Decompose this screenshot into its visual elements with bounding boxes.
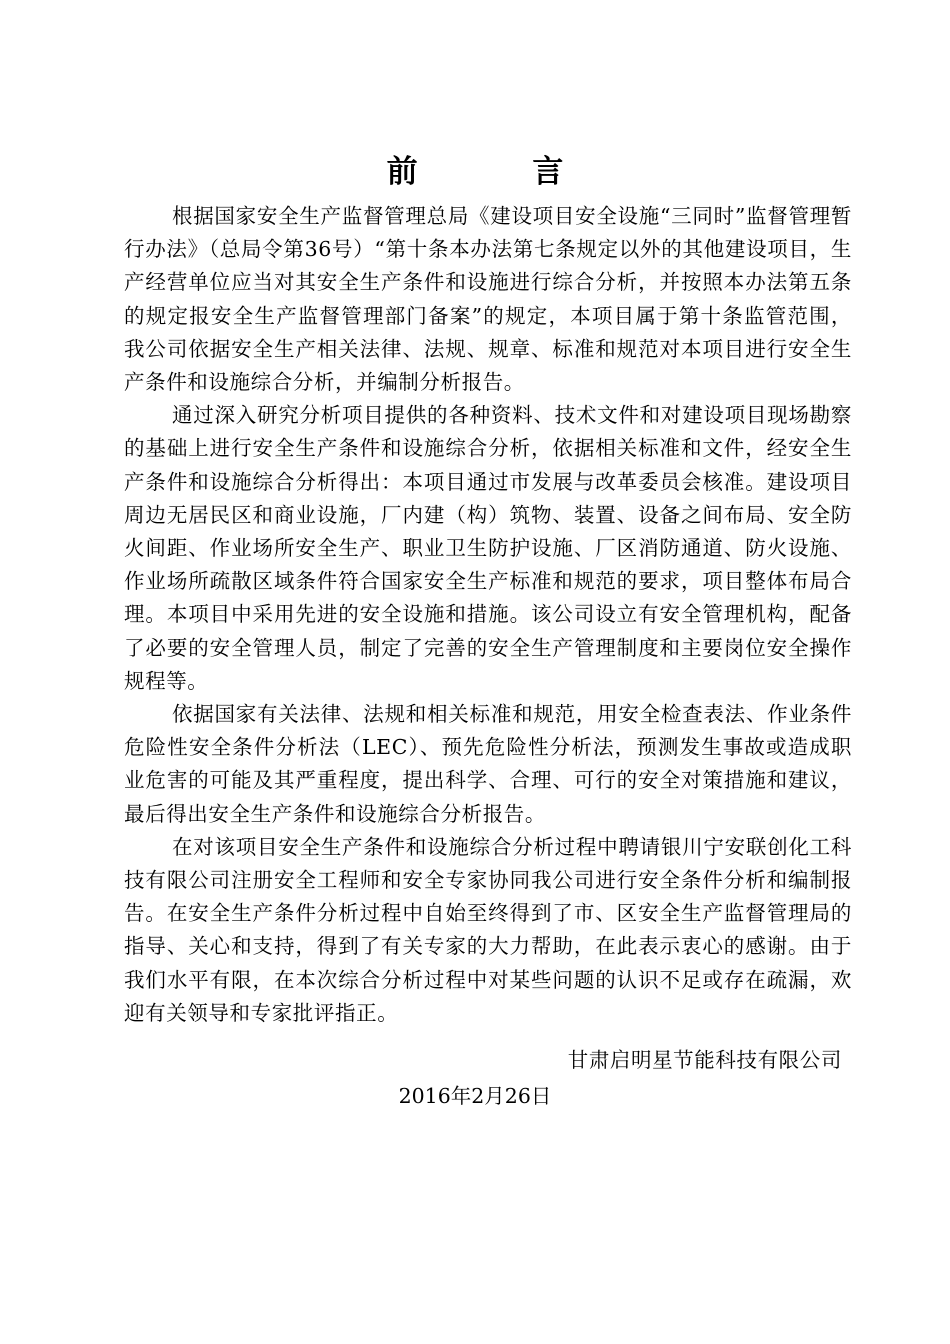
paragraph-3: 依据国家有关法律、法规和相关标准和规范，用安全检查表法、作业条件危险性安全条件分析法（LEC）、预先危险性分析法，预测发生事故或造成职业危害的可能及其严重程度，提出科学、合理、可行的安全对策措施和建议，最后得出安全生产条件和设施综合分析报告。 [124, 702, 852, 826]
document-date: 2016年2月26日 [398, 1084, 552, 1108]
page-title: 前 言 [386, 154, 616, 190]
paragraph-4: 在对该项目安全生产条件和设施综合分析过程中聘请银川宁安联创化工科技有限公司注册安全工程师和安全专家协同我公司进行安全条件分析和编制报告。在安全生产条件分析过程中自始至终得到了市、区安全生产监督管理局的指导、关心和支持，得到了有关专家的大力帮助，在此表示衷心的感谢。由于我们水平有限，在本次综合分析过程中对某些问题的认识不足或存在疏漏，欢迎有关领导和专家批评指正。 [124, 834, 852, 1025]
paragraph-1: 根据国家安全生产监督管理总局《建设项目安全设施“三同时”监督管理暂行办法》（总局令第36号）“第十条本办法第七条规定以外的其他建设项目，生产经营单位应当对其安全生产条件和设施进行综合分析，并按照本办法第五条的规定报安全生产监督管理部门备案”的规定，本项目属于第十条监管范围，我公司依据安全生产相关法律、法规、规章、标准和规范对本项目进行安全生产条件和设施综合分析，并编制分析报告。 [124, 204, 852, 395]
company-signature: 甘肃启明星节能科技有限公司 [567, 1048, 842, 1072]
preface-body [124, 200, 852, 1030]
paragraph-2: 通过深入研究分析项目提供的各种资料、技术文件和对建设项目现场勘察的基础上进行安全生产条件和设施综合分析，依据相关标准和文件，经安全生产条件和设施综合分析得出：本项目通过市发展与改革委员会核准。建设项目周边无居民区和商业设施，厂内建（构）筑物、装置、设备之间布局、安全防火间距、作业场所安全生产、职业卫生防护设施、厂区消防通道、防火设施、作业场所疏散区域条件符合国家安全生产标准和规范的要求，项目整体布局合理。本项目中采用先进的安全设施和措施。该公司设立有安全管理机构，配备了必要的安全管理人员，制定了完善的安全生产管理制度和主要岗位安全操作规程等。 [124, 403, 852, 693]
